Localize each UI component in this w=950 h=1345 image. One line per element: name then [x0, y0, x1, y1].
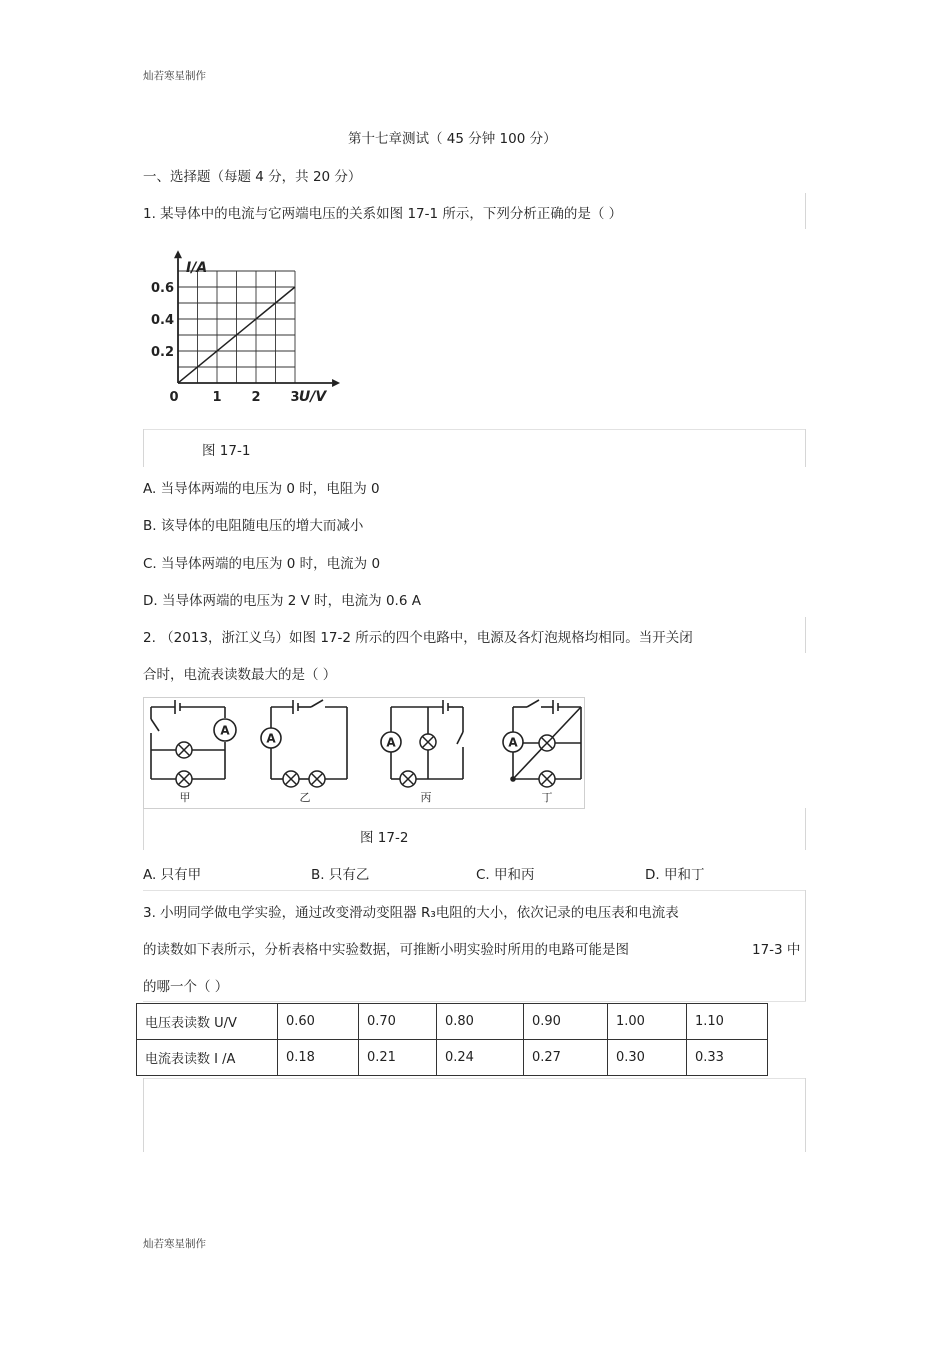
- x-tick-label: 2: [251, 390, 261, 405]
- table-cell: 0.70: [359, 1004, 437, 1040]
- lamp-icon: [309, 771, 325, 787]
- circuit-jia: [151, 700, 225, 779]
- frame-line: [143, 429, 806, 430]
- x-axis-arrow: [332, 379, 340, 387]
- x-tick-label: 1: [212, 390, 222, 405]
- table-row-label: 电流表读数 I /A: [137, 1040, 278, 1076]
- frame-line: [805, 1078, 806, 1152]
- ammeter-icon: [261, 728, 281, 748]
- table-cell: 0.33: [687, 1040, 768, 1076]
- question-3-line-3: 的哪一个（ ）: [143, 979, 229, 995]
- frame-line: [805, 193, 806, 229]
- frame-line: [143, 890, 806, 891]
- question-1-stem: 1. 某导体中的电流与它两端电压的关系如图 17-1 所示，下列分析正确的是（ ）: [143, 206, 623, 222]
- y-axis-label: I/A: [186, 260, 208, 277]
- question-2-option-d[interactable]: D. 甲和丁: [645, 867, 705, 883]
- lamp-icon: [176, 742, 192, 758]
- table-cell: 0.24: [437, 1040, 524, 1076]
- question-1-option-c[interactable]: C. 当导体两端的电压为 0 时，电流为 0: [143, 556, 381, 572]
- table-cell: 1.00: [608, 1004, 687, 1040]
- table-cell: 0.27: [524, 1040, 608, 1076]
- y-tick-label: 0.4: [150, 313, 174, 328]
- frame-line: [805, 808, 806, 850]
- frame-line: [143, 1078, 144, 1152]
- svg-text:A: A: [508, 735, 518, 750]
- lamp-icon: [176, 771, 192, 787]
- lamp-icon: [283, 771, 299, 787]
- y-axis-arrow: [174, 250, 182, 258]
- table-cell: 0.18: [278, 1040, 359, 1076]
- circuit-yi: [271, 700, 347, 779]
- svg-text:A: A: [386, 735, 396, 750]
- frame-line: [805, 429, 806, 467]
- ammeter-icon: [381, 732, 401, 752]
- page-header: 灿若寒星制作: [143, 70, 206, 82]
- circuit-label-yi: 乙: [299, 791, 311, 804]
- table-cell: 0.21: [359, 1040, 437, 1076]
- frame-line: [143, 1078, 806, 1079]
- x-tick-label: 0: [169, 390, 179, 405]
- table-cell: 0.90: [524, 1004, 608, 1040]
- question-3-line-1: 3. 小明同学做电学实验，通过改变滑动变阻器 R₃电阻的大小，依次记录的电压表和电流表: [143, 905, 679, 921]
- svg-text:A: A: [266, 731, 276, 746]
- section-heading: 一、选择题（每题 4 分，共 20 分）: [143, 169, 362, 185]
- frame-line: [143, 808, 144, 850]
- table-cell: 0.30: [608, 1040, 687, 1076]
- y-tick-label: 0.6: [150, 281, 174, 296]
- page-title: 第十七章测试（ 45 分钟 100 分）: [348, 131, 557, 147]
- question-1-option-a[interactable]: A. 当导体两端的电压为 0 时，电阻为 0: [143, 481, 380, 497]
- circuit-diagrams-figure: [143, 697, 585, 809]
- ammeter-icon: [503, 732, 523, 752]
- figure-17-1-caption: 图 17-1: [202, 443, 251, 459]
- page-footer: 灿若寒星制作: [143, 1238, 206, 1250]
- frame-line: [143, 429, 144, 467]
- frame-line: [143, 1001, 806, 1002]
- table-row: [137, 1040, 768, 1076]
- svg-text:A: A: [220, 723, 230, 738]
- question-2-option-b[interactable]: B. 只有乙: [311, 867, 370, 883]
- question-1-option-b[interactable]: B. 该导体的电阻随电压的增大而减小: [143, 518, 364, 534]
- question-2-line-1: 2. （2013，浙江义乌）如图 17-2 所示的四个电路中，电源及各灯泡规格均相同。当开关闭: [143, 630, 693, 646]
- table-cell: 0.80: [437, 1004, 524, 1040]
- x-axis-label: U/V: [298, 389, 327, 405]
- question-1-option-d[interactable]: D. 当导体两端的电压为 2 V 时，电流为 0.6 A: [143, 593, 421, 609]
- circuit-label-bing: 丙: [420, 791, 432, 804]
- circuit-label-jia: 甲: [179, 791, 191, 804]
- table-cell: 0.60: [278, 1004, 359, 1040]
- iu-graph-figure: [140, 243, 350, 413]
- lamp-icon: [539, 771, 555, 787]
- question-2-line-2: 合时，电流表读数最大的是（ ）: [143, 667, 337, 683]
- frame-line: [805, 890, 806, 1002]
- question-3-line-2: 的读数如下表所示，分析表格中实验数据，可推断小明实验时所用的电路可能是图: [143, 942, 629, 958]
- question-2-option-a[interactable]: A. 只有甲: [143, 867, 202, 883]
- circuit-label-ding: 丁: [541, 791, 553, 804]
- question-3-figure-ref: 17-3 中: [752, 942, 801, 958]
- question-2-option-c[interactable]: C. 甲和丙: [476, 867, 535, 883]
- y-tick-label: 0.2: [150, 345, 174, 360]
- lamp-icon: [420, 734, 436, 750]
- data-table: [136, 1003, 768, 1076]
- x-tick-label: 3: [290, 390, 300, 405]
- lamp-icon: [400, 771, 416, 787]
- lamp-icon: [539, 735, 555, 751]
- frame-line: [805, 617, 806, 653]
- ammeter-icon: [214, 719, 236, 741]
- table-row-label: 电压表读数 U/V: [137, 1004, 278, 1040]
- table-cell: 1.10: [687, 1004, 768, 1040]
- table-row: [137, 1004, 768, 1040]
- figure-17-2-caption: 图 17-2: [360, 830, 409, 846]
